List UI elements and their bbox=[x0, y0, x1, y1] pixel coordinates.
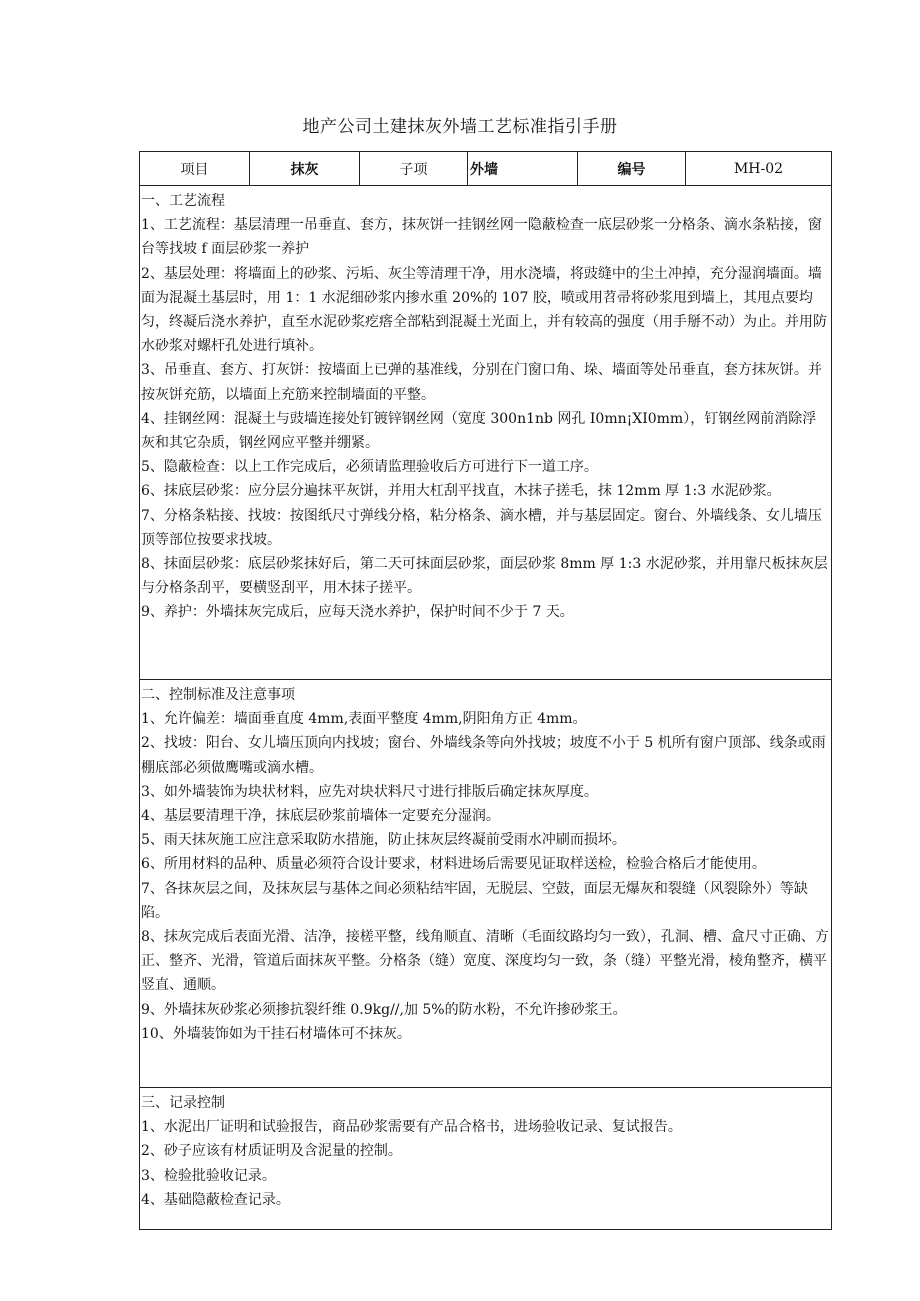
list-item: 2、找坡：阳台、女儿墙压顶向内找坡；窗台、外墙线条等向外找坡；坡度不小于 5 机所有窗户顶部、线条或雨棚底部必须做鹰嘴或滴水槽。 bbox=[141, 735, 826, 776]
section-process bbox=[140, 186, 832, 680]
list-item: 1、水泥出厂证明和试验报告，商品砂浆需要有产品合格书，进场验收记录、复试报告。 bbox=[141, 1119, 682, 1136]
section-heading: 三、记录控制 bbox=[141, 1095, 225, 1111]
list-item: 10、外墙装饰如为干挂石材墙体可不抹灰。 bbox=[141, 1025, 411, 1042]
section-records bbox=[140, 1088, 832, 1230]
list-item: 3、吊垂直、套方、打灰饼：按墙面上已弹的基准线，分别在门窗口角、垛、墙面等处吊垂直，套方抹灰饼。并按灰饼充筋，以墙面上充筋来控制墙面的平整。 bbox=[141, 362, 822, 403]
list-item: 6、所用材料的品种、质量必须符合设计要求，材料进场后需要见证取样送检，检验合格后才能使用。 bbox=[141, 856, 766, 873]
section-heading: 一、工艺流程 bbox=[141, 193, 225, 209]
subitem-value: 外墙 bbox=[468, 152, 578, 186]
list-item: 3、检验批验收记录。 bbox=[141, 1167, 276, 1184]
list-item: 9、养护：外墙抹灰完成后，应每天浇水养护，保护时间不少于 7 天。 bbox=[141, 604, 574, 621]
subitem-label: 子项 bbox=[360, 152, 468, 186]
header-row bbox=[140, 152, 832, 186]
section-records-row bbox=[140, 1088, 832, 1230]
section-process-row bbox=[140, 186, 832, 680]
list-item: 7、各抹灰层之间，及抹灰层与基体之间必须粘结牢固，无脱层、空鼓，面层无爆灰和裂缝（风裂除外）等缺陷。 bbox=[141, 880, 808, 921]
list-item: 7、分格条粘接、找坡：按图纸尺寸弹线分格，粘分格条、滴水槽，并与基层固定。窗台、外墙线条、女儿墙压顶等部位按要求找坡。 bbox=[141, 507, 822, 548]
process-standard-table bbox=[139, 151, 832, 1230]
list-item: 9、外墙抹灰砂浆必须掺抗裂纤维 0.9kg//,加 5%的防水粉，不允许掺砂浆王。 bbox=[141, 1001, 627, 1018]
list-item: 8、抹灰完成后表面光滑、洁净，接槎平整，线角顺直、清晰（毛面纹路均匀一致），孔洞、槽、盒尺寸正确、方正、整齐、光滑，管道后面抹灰平整。分格条（缝）宽度、深度均匀一致，条（缝）平整光滑，棱角整齐，横平竖直、通顺。 bbox=[141, 929, 829, 994]
item-label: 项目 bbox=[140, 152, 250, 186]
code-value: MH-02 bbox=[686, 152, 832, 186]
list-item: 1、工艺流程：基层清理一吊垂直、套方，抹灰饼一挂钢丝网一隐蔽检查一底层砂浆一分格条、滴水条粘接，窗台等找坡 f 面层砂浆一养护 bbox=[141, 217, 822, 258]
section-standards-row bbox=[140, 680, 832, 1088]
section-heading: 二、控制标准及注意事项 bbox=[141, 687, 295, 703]
list-item: 1、允许偏差：墙面垂直度 4mm,表面平整度 4mm,阴阳角方正 4mm。 bbox=[141, 711, 587, 728]
list-item: 5、雨天抹灰施工应注意采取防水措施，防止抹灰层终凝前受雨水冲刷而损坏。 bbox=[141, 832, 626, 849]
list-item: 2、砂子应该有材质证明及含泥量的控制。 bbox=[141, 1143, 402, 1160]
list-item: 8、抹面层砂浆：底层砂浆抹好后，第二天可抹面层砂浆，面层砂浆 8mm 厚 1:3 水泥砂浆，并用靠尺板抹灰层与分格条刮平，要横竖刮平，用木抹子搓平。 bbox=[141, 556, 828, 597]
code-label: 编号 bbox=[578, 152, 686, 186]
section-standards bbox=[140, 680, 832, 1088]
list-item: 5、隐蔽检查：以上工作完成后，必须请监理验收后方可进行下一道工序。 bbox=[141, 459, 598, 476]
item-value: 抹灰 bbox=[250, 152, 360, 186]
document-title: 地产公司土建抹灰外墙工艺标准指引手册 bbox=[302, 117, 618, 137]
list-item: 4、挂钢丝网：混凝土与豉墙连接处钉镀锌钢丝网（宽度 300n1nb 网孔 I0mn¡XI0mm），钉钢丝网前消除浮灰和其它杂质，钢丝网应平整并绷紧。 bbox=[141, 410, 817, 452]
list-item: 4、基础隐蔽检查记录。 bbox=[141, 1191, 290, 1208]
list-item: 4、基层要清理干净，抹底层砂浆前墙体一定要充分湿润。 bbox=[141, 808, 500, 825]
list-item: 3、如外墙装饰为块状材料，应先对块状料尺寸进行排版后确定抹灰厚度。 bbox=[141, 783, 598, 800]
list-item: 2、基层处理：将墙面上的砂浆、污垢、灰尘等清理干净，用水浇墙，将豉缝中的尘土冲掉，充分湿润墙面。墙面为混凝土基层时，用 1：1 水泥细砂浆内掺水重 20%的 107 胶，喷或用苕帚将砂浆甩到墙上，其甩点要均匀，终凝后浇水养护，直至水泥砂浆疙瘩全部粘到混凝土光面上，并有较高的强度（用手掰不动）为止。并用防水砂浆对螺杆孔处进行填补。 bbox=[141, 265, 827, 355]
list-item: 6、抹底层砂浆：应分层分遍抹平灰饼，并用大杠刮平找直，木抹子搓毛，抹 12mm 厚 1:3 水泥砂浆。 bbox=[141, 483, 781, 500]
